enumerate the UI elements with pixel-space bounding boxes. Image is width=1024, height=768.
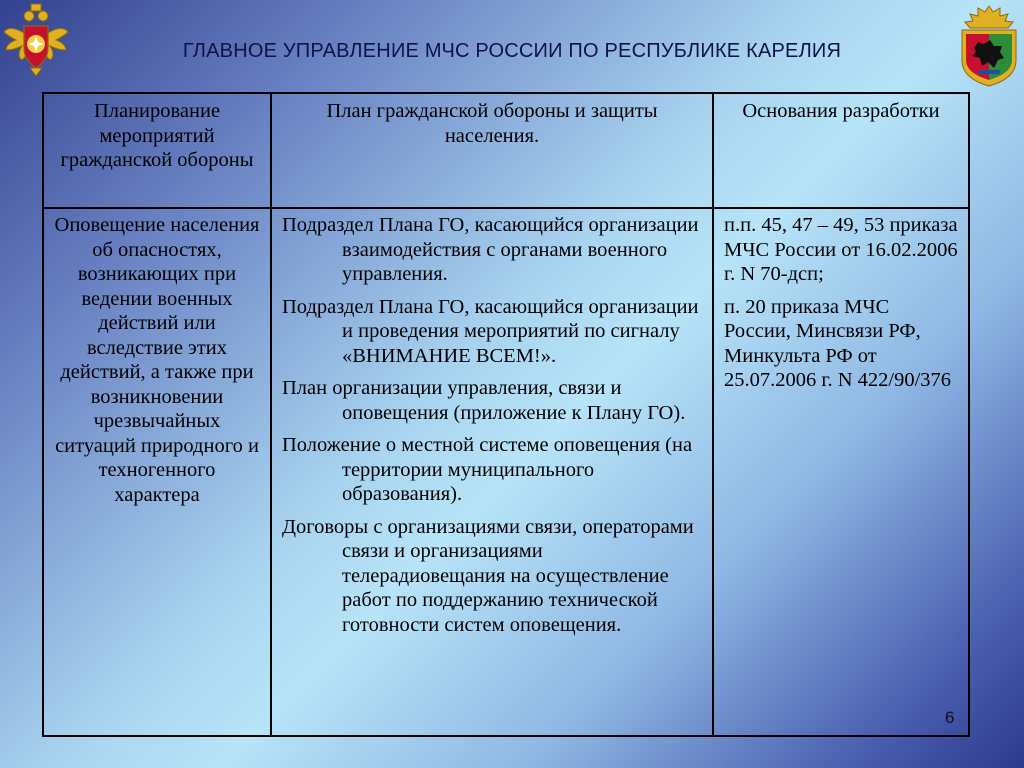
table-row xyxy=(43,208,969,736)
list-item: План организации управления, связи и оповещения (приложение к Плану ГО). xyxy=(282,377,686,424)
list-item: п.п. 45, 47 – 49, 53 приказа МЧС России от 16.02.2006 г. N 70-дсп; xyxy=(724,214,958,285)
list-item: Подраздел Плана ГО, касающийся организации и проведения мероприятий по сигналу «ВНИМАНИЕ ВСЕМ!». xyxy=(282,295,699,367)
measure-cell: Оповещение населения об опасностях, возникающих при ведении военных действий или вследствие этих действий, а также при возникновении чрезвычайных ситуаций природного и техногенного характера xyxy=(43,208,271,736)
list-item: Положение о местной системе оповещения (на территории муниципального образования). xyxy=(282,434,693,505)
page-number: 6 xyxy=(945,708,955,727)
header-cell-basis: Основания разработки xyxy=(713,93,969,208)
list-item: Подраздел Плана ГО, касающийся организации взаимодействия с органами военного управления. xyxy=(282,214,699,285)
list-item: Договоры с организациями связи, операторами связи и организациями телерадиовещания на осуществление работ по поддержанию технической готовности систем оповещения. xyxy=(282,515,694,636)
page-title: ГЛАВНОЕ УПРАВЛЕНИЕ МЧС РОССИИ ПО РЕСПУБЛИКЕ КАРЕЛИЯ xyxy=(182,40,842,62)
header-cell-planning: Планирование мероприятий гражданской обороны xyxy=(43,93,271,208)
planning-table xyxy=(42,92,970,737)
list-item: п. 20 приказа МЧС России, Минсвязи РФ, Минкульта РФ от 25.07.2006 г. N 422/90/376 xyxy=(724,295,952,391)
documents-cell xyxy=(271,208,713,736)
header-cell-plan: План гражданской обороны и защиты населения. xyxy=(271,93,713,208)
basis-cell xyxy=(713,208,969,736)
table-header-row xyxy=(43,93,969,208)
